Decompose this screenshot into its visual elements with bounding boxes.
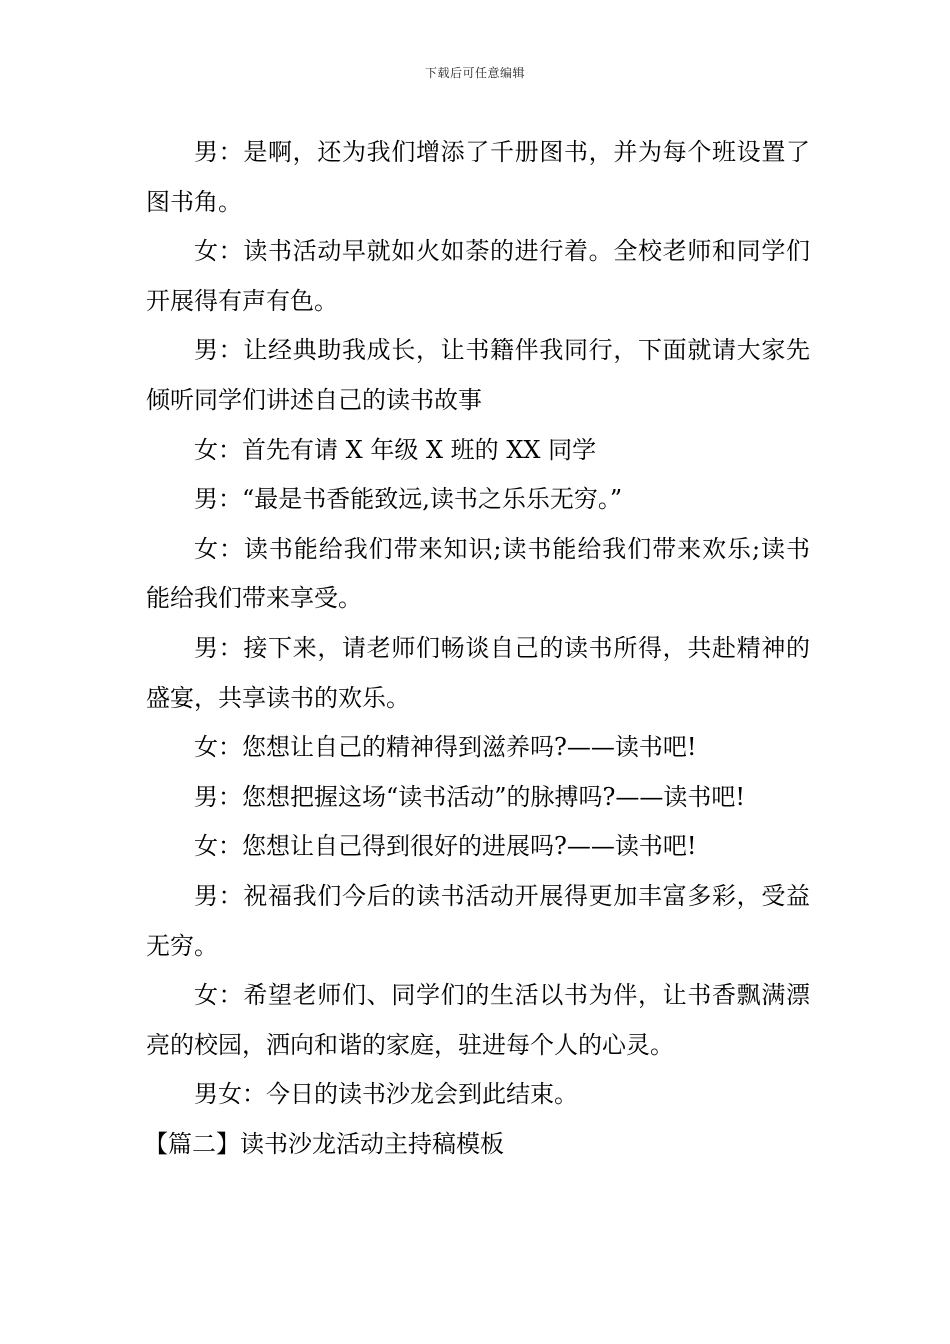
dialogue-paragraph-5: 男：“最是书香能致远,读书之乐乐无穷。” — [194, 485, 623, 514]
document-body — [146, 128, 810, 1169]
dialogue-paragraph-4: 女：首先有请 X 年级 X 班的 XX 同学 — [194, 435, 597, 464]
page-header: 下载后可任意编辑 — [424, 66, 525, 80]
dialogue-paragraph-1: 男：是啊，还为我们增添了千册图书，并为每个班设置了图书角。 — [146, 138, 810, 216]
dialogue-paragraph-9: 男：您想把握这场“读书活动”的脉搏吗?——读书吧! — [194, 782, 746, 811]
dialogue-paragraph-10: 女：您想让自己得到很好的进展吗?——读书吧! — [194, 832, 697, 861]
dialogue-paragraph-11: 男：祝福我们今后的读书活动开展得更加丰富多彩，受益无穷。 — [146, 881, 810, 960]
dialogue-paragraph-2: 女：读书活动早就如火如荼的进行着。全校老师和同学们开展得有声有色。 — [146, 237, 810, 315]
section-heading: 【篇二】读书沙龙活动主持稿模板 — [144, 1129, 504, 1158]
dialogue-paragraph-7: 男：接下来，请老师们畅谈自己的读书所得，共赴精神的盛宴，共享读书的欢乐。 — [146, 633, 810, 712]
dialogue-paragraph-12: 女：希望老师们、同学们的生活以书为伴，让书香飘满漂亮的校园，洒向和谐的家庭，驻进每个人的心灵。 — [146, 981, 810, 1059]
dialogue-paragraph-3: 男：让经典助我成长，让书籍伴我同行，下面就请大家先倾听同学们讲述自己的读书故事 — [146, 336, 810, 414]
dialogue-paragraph-8: 女：您想让自己的精神得到滋养吗?——读书吧! — [194, 733, 697, 762]
dialogue-paragraph-13: 男女：今日的读书沙龙会到此结束。 — [194, 1080, 578, 1109]
dialogue-paragraph-6: 女：读书能给我们带来知识;读书能给我们带来欢乐;读书能给我们带来享受。 — [146, 534, 810, 613]
